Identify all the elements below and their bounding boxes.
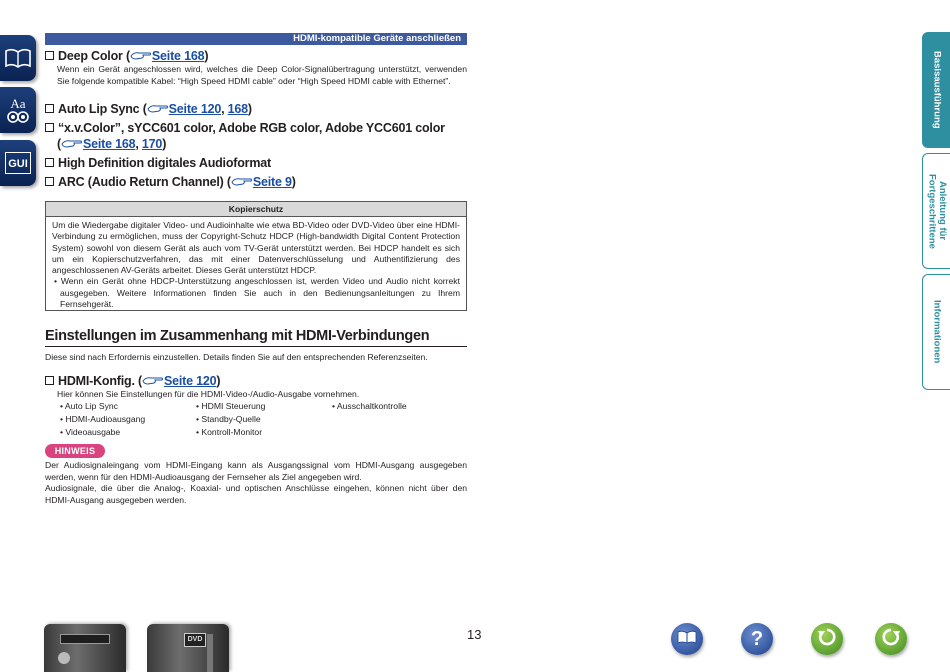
checkbox-icon xyxy=(45,158,54,167)
page-link[interactable]: 170 xyxy=(141,137,163,151)
checkbox-icon xyxy=(45,123,54,132)
glossary-label: Aa xyxy=(10,95,26,111)
gui-icon xyxy=(5,152,31,174)
page-number: 13 xyxy=(467,627,482,642)
separator: , xyxy=(221,102,228,116)
hdmi-konfig-description: Hier können Sie Einstellungen für die HDMI-Video-/Audio-Ausgabe vornehmen. xyxy=(57,389,360,399)
pointing-hand-icon xyxy=(130,50,152,61)
dvd-logo xyxy=(184,633,206,647)
forward-icon xyxy=(881,627,901,652)
left-tab-gui[interactable] xyxy=(0,140,36,186)
page-link[interactable]: Seite 120 xyxy=(168,102,222,116)
dvd-label: DVD xyxy=(187,636,203,643)
pointing-hand-icon xyxy=(61,138,83,149)
checkbox-icon xyxy=(45,177,54,186)
deep-color-description: Wenn ein Gerät angeschlossen wird, welches die Deep Color-Signalübertragung unterstützt, verwenden Sie folgende kompatible Kabel: “High Speed HDMI cable” oder “High Speed HDMI cable with Ethernet”. xyxy=(57,64,467,86)
list-item-label: HDMI-Audioausgang xyxy=(65,414,146,424)
page-link[interactable]: 168 xyxy=(227,102,248,116)
hinweis-paragraph: Der Audiosignaleingang vom HDMI-Eingang kann als Ausgangssignal vom HDMI-Ausgang ausgegeben werden, wenn für den HDMI-Audioausgang der Fernseher als Ziel angegeben wird. xyxy=(45,460,467,482)
book-icon xyxy=(677,630,697,649)
page-link[interactable]: Seite 9 xyxy=(252,175,292,189)
kopierschutz-box xyxy=(45,201,467,311)
item-title: Auto Lip Sync ( xyxy=(58,102,147,116)
kopierschutz-text: Um die Wiedergabe digitaler Video- und Audioinhalte wie etwa BD-Video oder DVD-Video über eine HDMI-Verbindung zu ermöglichen, muss der Copyright-Schutz HDCP (High-bandwidth Digital Content Protection System) sowohl von diesem Gerät als auch vom TV-Gerät unterstützt werden. Bei HDCP handelt es sich um ein Kopierschutzverfahren, das mit einer Datenverschlüsselung und Authentifizierung des angeschlossenen AV-Geräts arbeitet. Dieses Gerät unterstützt HDCP. xyxy=(52,220,460,276)
settings-list-col1 xyxy=(60,400,145,439)
glasses-icon xyxy=(6,110,30,124)
settings-list-col2 xyxy=(196,400,265,439)
checkbox-icon xyxy=(45,104,54,113)
item-title: HDMI-Konfig. ( xyxy=(58,374,142,388)
item-title: Deep Color ( xyxy=(58,49,130,63)
paren: ) xyxy=(162,137,167,151)
pointing-hand-icon xyxy=(142,375,164,386)
gui-label: GUI xyxy=(8,158,28,170)
paren: ( xyxy=(57,137,61,151)
left-tab-book[interactable] xyxy=(0,35,36,81)
list-item: • HDMI Steuerung xyxy=(196,401,266,411)
pointing-hand-icon xyxy=(231,176,253,187)
list-item-label: Ausschaltkontrolle xyxy=(336,401,407,411)
tab-label: Informationen xyxy=(931,300,943,364)
tab-label: Anleitung für Fortgeschrittene xyxy=(926,173,948,249)
hinweis-paragraph: Audiosignale, die über die Analog-, Koaxial- und optischen Anschlüsse eingehen, können nicht über den HDMI-Ausgang ausgegeben werden. xyxy=(45,483,467,505)
item-deep-color xyxy=(45,49,208,63)
left-tab-glossary[interactable] xyxy=(0,87,36,133)
bullet-text: Wenn ein Gerät ohne HDCP-Unterstützung angeschlossen ist, werden Video und Audio nicht korrekt ausgegeben. Weitere Informationen finden Sie auch in den Bedienungsanleitungen zu Ihrem Fernsehgerät. xyxy=(60,276,460,310)
item-auto-lip-sync xyxy=(45,102,252,116)
item-xvcolor xyxy=(45,121,445,135)
pointing-hand-icon xyxy=(147,103,169,114)
list-item-label: HDMI Steuerung xyxy=(201,401,266,411)
settings-list-col3 xyxy=(332,400,407,413)
list-item: • Videoausgabe xyxy=(60,427,121,437)
separator: , xyxy=(135,137,142,151)
page-link[interactable]: Seite 120 xyxy=(163,374,217,388)
item-hd-audio xyxy=(45,156,271,170)
tab-fortgeschrittene[interactable] xyxy=(922,153,950,269)
back-button[interactable] xyxy=(811,623,843,655)
list-item: • Ausschaltkontrolle xyxy=(332,401,407,411)
item-hdmi-konfig xyxy=(45,374,220,388)
checkbox-icon xyxy=(45,51,54,60)
paren: ) xyxy=(216,374,221,388)
front-panel-thumbnail[interactable] xyxy=(44,624,126,672)
list-item-label: Standby-Quelle xyxy=(201,414,261,424)
section-header-bar: HDMI-kompatible Geräte anschließen xyxy=(45,33,467,45)
section-intro: Diese sind nach Erfordernis einzustellen. Details finden Sie auf den entsprechenden Referenzseiten. xyxy=(45,352,428,362)
book-icon xyxy=(4,47,32,69)
item-xvcolor-refs xyxy=(57,137,166,151)
list-item: • Auto Lip Sync xyxy=(60,401,118,411)
paren: ) xyxy=(291,175,296,189)
list-item-label: Kontroll-Monitor xyxy=(201,427,263,437)
back-icon xyxy=(817,627,837,652)
item-title: ARC (Audio Return Channel) ( xyxy=(58,175,231,189)
paren: ) xyxy=(204,49,209,63)
checkbox-icon xyxy=(45,376,54,385)
item-arc xyxy=(45,175,296,189)
item-title: High Definition digitales Audioformat xyxy=(58,156,271,170)
kopierschutz-heading: Kopierschutz xyxy=(46,202,466,217)
list-item: • Standby-Quelle xyxy=(196,414,261,424)
tab-informationen[interactable] xyxy=(922,274,950,390)
list-item: • HDMI-Audioausgang xyxy=(60,414,146,424)
list-item: • Kontroll-Monitor xyxy=(196,427,263,437)
page-link[interactable]: Seite 168 xyxy=(151,49,205,63)
kopierschutz-bullet: • Wenn ein Gerät ohne HDCP-Unterstützung angeschlossen ist, werden Video und Audio nicht korrekt ausgegeben. Weitere Informationen finden Sie auch in den Bedienungsanleitungen zu Ihrem Fernsehgerät. xyxy=(54,276,460,310)
item-title: “x.v.Color”, sYCC601 color, Adobe RGB color, Adobe YCC601 color xyxy=(58,121,445,135)
list-item-label: Videoausgabe xyxy=(65,427,121,437)
page-link[interactable]: Seite 168 xyxy=(82,137,136,151)
help-button[interactable] xyxy=(741,623,773,655)
disc-slot xyxy=(207,634,213,672)
panel-display xyxy=(60,634,110,644)
panel-knob xyxy=(58,652,70,664)
hinweis-text xyxy=(45,460,467,506)
section-title: Einstellungen im Zusammenhang mit HDMI-Verbindungen xyxy=(45,328,467,347)
paren: ) xyxy=(247,102,252,116)
forward-button[interactable] xyxy=(875,623,907,655)
hinweis-badge: HINWEIS xyxy=(45,444,105,458)
tab-basisausfuehrung[interactable] xyxy=(922,32,950,148)
contents-button[interactable] xyxy=(671,623,703,655)
tab-label: Basisausführung xyxy=(931,51,943,129)
rear-panel-thumbnail[interactable] xyxy=(147,624,229,672)
help-icon: ? xyxy=(750,627,764,650)
list-item-label: Auto Lip Sync xyxy=(64,401,118,411)
